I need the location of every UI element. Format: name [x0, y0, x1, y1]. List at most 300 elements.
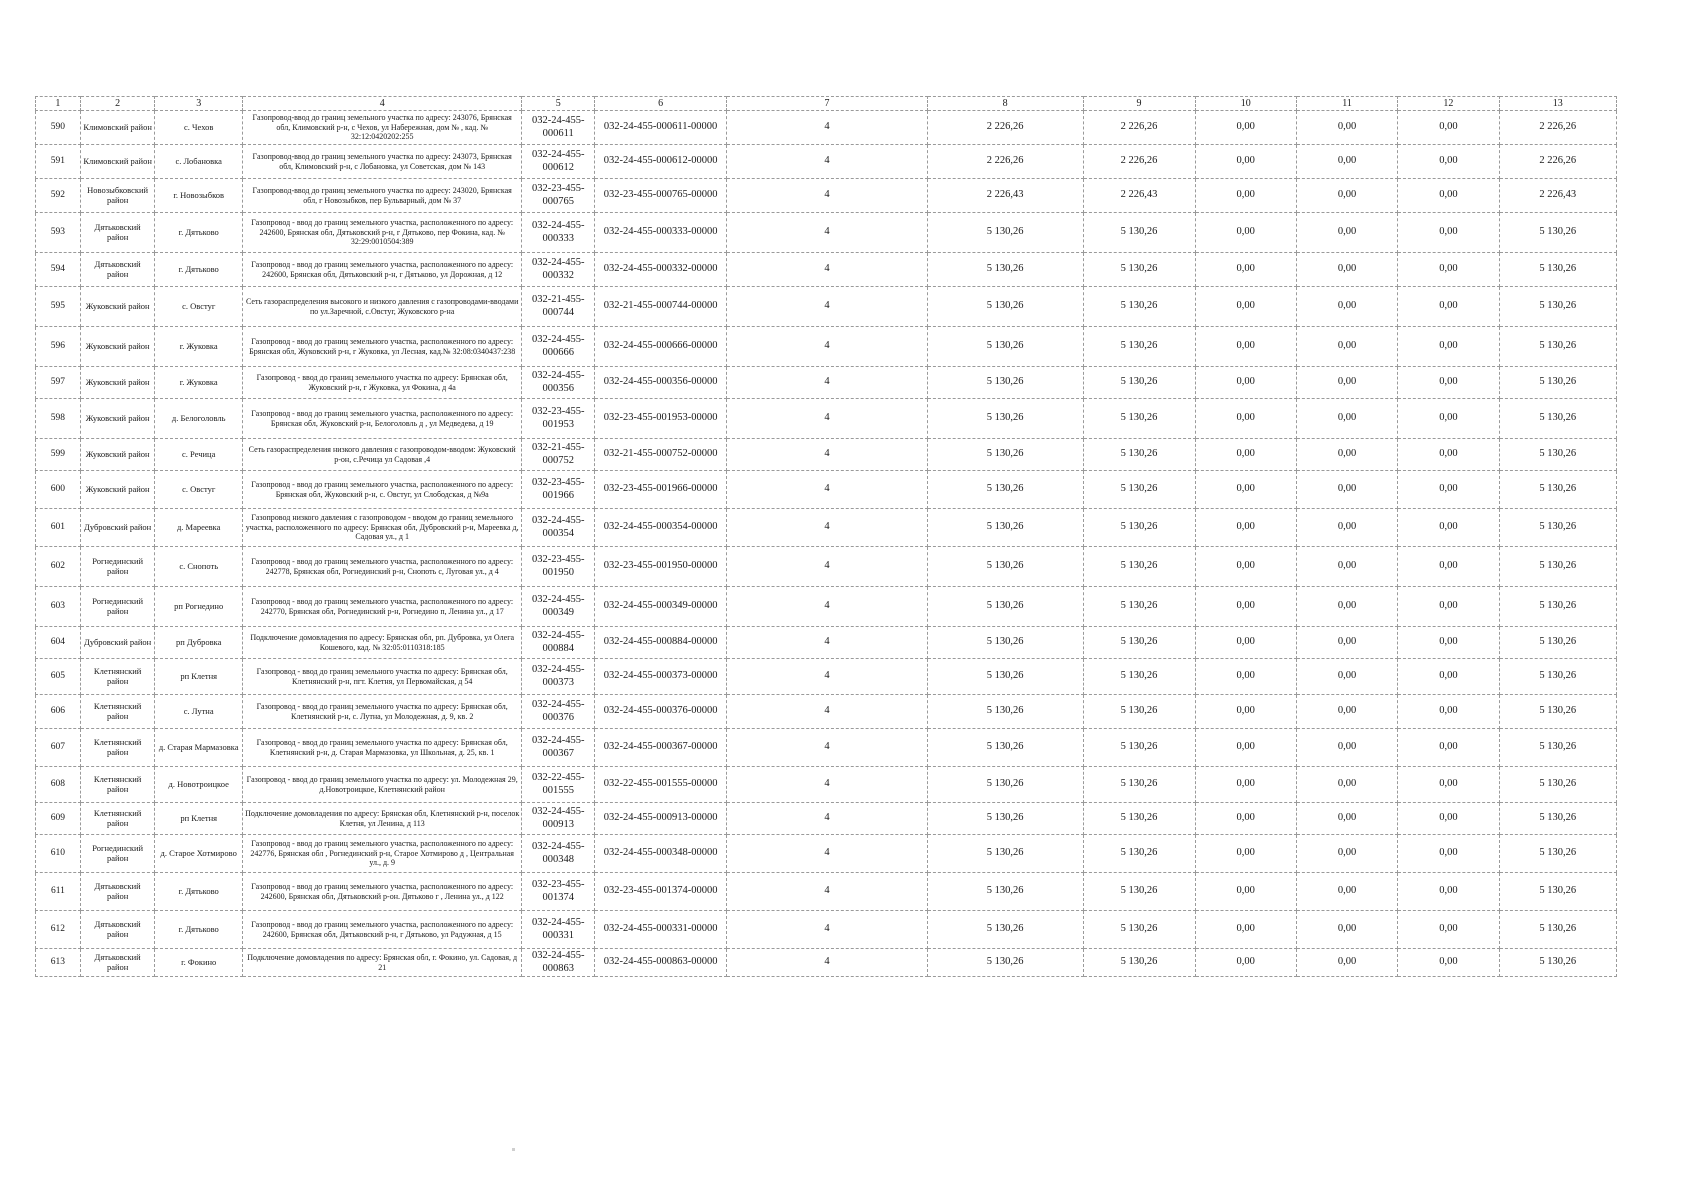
column-header-12: 12 [1398, 97, 1499, 111]
cell-object-code: 032-24-455-000367 [522, 729, 595, 767]
cell-locality: с. Чехов [155, 111, 242, 145]
cell-value-col-9: 5 130,26 [1083, 949, 1195, 977]
cell-value-col-12: 0,00 [1398, 509, 1499, 547]
cell-object-address: Газопровод - ввод до границ земельного участка, расположенного по адресу: Брянская обл, Жуковский р-н, г Жуковка, ул Лесная, кад.№ 32:08:0340437:238 [242, 327, 522, 367]
cell-value-col-12: 0,00 [1398, 471, 1499, 509]
cell-row-number: 599 [36, 439, 81, 471]
table-row [36, 587, 1617, 627]
column-header-8: 8 [927, 97, 1083, 111]
table-row [36, 509, 1617, 547]
column-header-11: 11 [1296, 97, 1397, 111]
table-row [36, 695, 1617, 729]
cell-object-code: 032-23-455-001950 [522, 547, 595, 587]
column-header-13: 13 [1499, 97, 1616, 111]
column-header-1: 1 [36, 97, 81, 111]
cell-value-col-13: 5 130,26 [1499, 327, 1616, 367]
cell-district: Дятьковский район [80, 213, 155, 253]
cell-row-number: 612 [36, 911, 81, 949]
cell-object-code: 032-24-455-000356 [522, 367, 595, 399]
cell-value-col-13: 5 130,26 [1499, 253, 1616, 287]
cell-value-total: 5 130,26 [927, 587, 1083, 627]
cell-value-col-11: 0,00 [1296, 471, 1397, 509]
cell-group: 4 [727, 695, 928, 729]
cell-district: Рогнединский район [80, 587, 155, 627]
cell-locality: г. Дятьково [155, 253, 242, 287]
cell-asset-code: 032-23-455-001953-00000 [594, 399, 726, 439]
cell-asset-code: 032-24-455-000356-00000 [594, 367, 726, 399]
cell-value-col-10: 0,00 [1195, 439, 1296, 471]
cell-value-col-10: 0,00 [1195, 179, 1296, 213]
cell-value-total: 5 130,26 [927, 659, 1083, 695]
cell-object-address: Подключение домовладения по адресу: Брянская обл, Клетнянский р-н, поселок Клетня, ул Ленина, д 113 [242, 803, 522, 835]
table-row [36, 287, 1617, 327]
cell-asset-code: 032-24-455-000332-00000 [594, 253, 726, 287]
table-header [36, 97, 1617, 111]
cell-value-col-11: 0,00 [1296, 367, 1397, 399]
cell-object-code: 032-24-455-000354 [522, 509, 595, 547]
cell-group: 4 [727, 471, 928, 509]
cell-locality: рп Клетня [155, 803, 242, 835]
cell-asset-code: 032-22-455-001555-00000 [594, 767, 726, 803]
cell-value-col-13: 5 130,26 [1499, 471, 1616, 509]
cell-value-col-13: 5 130,26 [1499, 695, 1616, 729]
cell-value-col-12: 0,00 [1398, 587, 1499, 627]
cell-value-col-11: 0,00 [1296, 145, 1397, 179]
cell-value-col-13: 5 130,26 [1499, 287, 1616, 327]
cell-locality: г. Жуковка [155, 327, 242, 367]
cell-value-col-11: 0,00 [1296, 659, 1397, 695]
cell-value-col-11: 0,00 [1296, 213, 1397, 253]
cell-value-col-12: 0,00 [1398, 627, 1499, 659]
cell-value-col-13: 5 130,26 [1499, 803, 1616, 835]
cell-locality: с. Снопоть [155, 547, 242, 587]
cell-district: Климовский район [80, 111, 155, 145]
cell-object-code: 032-21-455-000752 [522, 439, 595, 471]
cell-asset-code: 032-24-455-000348-00000 [594, 835, 726, 873]
cell-value-col-9: 5 130,26 [1083, 587, 1195, 627]
cell-value-col-13: 5 130,26 [1499, 659, 1616, 695]
cell-value-total: 5 130,26 [927, 399, 1083, 439]
cell-district: Дятьковский район [80, 911, 155, 949]
cell-asset-code: 032-23-455-000765-00000 [594, 179, 726, 213]
cell-value-col-10: 0,00 [1195, 111, 1296, 145]
cell-value-col-13: 5 130,26 [1499, 949, 1616, 977]
cell-value-col-13: 2 226,43 [1499, 179, 1616, 213]
scan-speck [512, 1148, 515, 1151]
cell-district: Дятьковский район [80, 873, 155, 911]
column-header-9: 9 [1083, 97, 1195, 111]
cell-group: 4 [727, 547, 928, 587]
cell-district: Новозыбковский район [80, 179, 155, 213]
cell-value-col-9: 2 226,43 [1083, 179, 1195, 213]
column-header-5: 5 [522, 97, 595, 111]
cell-group: 4 [727, 439, 928, 471]
cell-value-col-9: 5 130,26 [1083, 767, 1195, 803]
table-row [36, 253, 1617, 287]
cell-value-col-9: 5 130,26 [1083, 471, 1195, 509]
cell-group: 4 [727, 179, 928, 213]
cell-value-col-13: 5 130,26 [1499, 627, 1616, 659]
cell-object-address: Газопровод - ввод до границ земельного участка, расположенного по адресу: Брянская обл, Жуковский р-н, с. Овстуг, ул Слободская, д №9а [242, 471, 522, 509]
cell-value-col-11: 0,00 [1296, 803, 1397, 835]
cell-value-total: 2 226,43 [927, 179, 1083, 213]
cell-locality: рп Дубровка [155, 627, 242, 659]
cell-value-col-13: 5 130,26 [1499, 729, 1616, 767]
cell-value-col-11: 0,00 [1296, 399, 1397, 439]
cell-object-code: 032-24-455-000863 [522, 949, 595, 977]
cell-object-address: Газопровод низкого давления с газопроводом - вводом до границ земельного участка, расположенного по адресу: Брянская обл, Дубровский р-н, Мареевка д, Садовая ул., д 1 [242, 509, 522, 547]
cell-value-col-11: 0,00 [1296, 253, 1397, 287]
cell-row-number: 593 [36, 213, 81, 253]
column-header-10: 10 [1195, 97, 1296, 111]
cell-value-col-9: 5 130,26 [1083, 367, 1195, 399]
cell-asset-code: 032-24-455-000331-00000 [594, 911, 726, 949]
column-header-6: 6 [594, 97, 726, 111]
cell-locality: г. Дятьково [155, 911, 242, 949]
table-row [36, 547, 1617, 587]
cell-asset-code: 032-24-455-000863-00000 [594, 949, 726, 977]
cell-value-col-12: 0,00 [1398, 729, 1499, 767]
cell-district: Жуковский район [80, 399, 155, 439]
cell-object-code: 032-22-455-001555 [522, 767, 595, 803]
cell-locality: г. Новозыбков [155, 179, 242, 213]
cell-value-col-9: 5 130,26 [1083, 659, 1195, 695]
cell-district: Клетнянский район [80, 767, 155, 803]
table-row [36, 439, 1617, 471]
cell-locality: с. Лутна [155, 695, 242, 729]
cell-asset-code: 032-21-455-000744-00000 [594, 287, 726, 327]
cell-value-col-11: 0,00 [1296, 767, 1397, 803]
cell-asset-code: 032-23-455-001374-00000 [594, 873, 726, 911]
cell-value-col-12: 0,00 [1398, 873, 1499, 911]
cell-value-col-9: 5 130,26 [1083, 213, 1195, 253]
cell-value-total: 5 130,26 [927, 911, 1083, 949]
cell-object-address: Подключение домовладения по адресу: Брянская обл, рп. Дубровка, ул Олега Кошевого, кад. № 32:05:0110318:185 [242, 627, 522, 659]
cell-group: 4 [727, 803, 928, 835]
cell-value-col-10: 0,00 [1195, 471, 1296, 509]
cell-district: Рогнединский район [80, 835, 155, 873]
cell-group: 4 [727, 367, 928, 399]
cell-row-number: 595 [36, 287, 81, 327]
table-row [36, 659, 1617, 695]
cell-asset-code: 032-24-455-000349-00000 [594, 587, 726, 627]
cell-value-col-12: 0,00 [1398, 659, 1499, 695]
cell-object-address: Газопровод - ввод до границ земельного участка, расположенного по адресу: Брянская обл, Жуковский р-н, Белоголовль д , ул Медведева, д 19 [242, 399, 522, 439]
cell-object-address: Подключение домовладения по адресу: Брянская обл, г. Фокино, ул. Садовая, д 21 [242, 949, 522, 977]
cell-object-code: 032-24-455-000331 [522, 911, 595, 949]
cell-district: Дятьковский район [80, 949, 155, 977]
cell-object-address: Газопровод - ввод до границ земельного участка по адресу: Брянская обл, Жуковский р-н, г Жуковка, ул Фокина, д 4а [242, 367, 522, 399]
cell-value-total: 2 226,26 [927, 111, 1083, 145]
cell-value-col-12: 0,00 [1398, 835, 1499, 873]
cell-value-col-9: 5 130,26 [1083, 835, 1195, 873]
cell-object-code: 032-23-455-001953 [522, 399, 595, 439]
cell-row-number: 605 [36, 659, 81, 695]
cell-value-col-10: 0,00 [1195, 587, 1296, 627]
cell-value-total: 5 130,26 [927, 949, 1083, 977]
cell-value-col-12: 0,00 [1398, 911, 1499, 949]
cell-asset-code: 032-23-455-001950-00000 [594, 547, 726, 587]
cell-object-address: Газопровод-ввод до границ земельного участка по адресу: 243076, Брянская обл, Климовский р-н, с Чехов, ул Набережная, дом № , кад. № 32:12:0420202:255 [242, 111, 522, 145]
cell-asset-code: 032-21-455-000752-00000 [594, 439, 726, 471]
table-row [36, 179, 1617, 213]
cell-locality: с. Лобановка [155, 145, 242, 179]
cell-group: 4 [727, 627, 928, 659]
cell-row-number: 594 [36, 253, 81, 287]
cell-row-number: 590 [36, 111, 81, 145]
cell-object-address: Газопровод - ввод до границ земельного участка, расположенного по адресу: 242778, Брянская обл, Рогнединский р-н, Снопоть с, Луговая ул., д 4 [242, 547, 522, 587]
cell-value-col-9: 5 130,26 [1083, 509, 1195, 547]
cell-object-address: Газопровод - ввод до границ земельного участка, расположенного по адресу: 242600, Брянская обл, Дятьковский р-он. Дятьково г , Ленина ул., д 122 [242, 873, 522, 911]
table-row [36, 145, 1617, 179]
cell-locality: д. Новотроицкое [155, 767, 242, 803]
cell-row-number: 597 [36, 367, 81, 399]
cell-row-number: 610 [36, 835, 81, 873]
cell-district: Дубровский район [80, 509, 155, 547]
cell-value-col-10: 0,00 [1195, 399, 1296, 439]
cell-value-col-11: 0,00 [1296, 179, 1397, 213]
cell-value-col-12: 0,00 [1398, 803, 1499, 835]
cell-value-col-11: 0,00 [1296, 509, 1397, 547]
cell-value-col-12: 0,00 [1398, 367, 1499, 399]
cell-value-col-9: 2 226,26 [1083, 145, 1195, 179]
table-row [36, 911, 1617, 949]
cell-object-code: 032-24-455-000376 [522, 695, 595, 729]
cell-object-code: 032-21-455-000744 [522, 287, 595, 327]
cell-asset-code: 032-24-455-000373-00000 [594, 659, 726, 695]
cell-value-col-10: 0,00 [1195, 873, 1296, 911]
table-row [36, 213, 1617, 253]
cell-value-col-9: 5 130,26 [1083, 911, 1195, 949]
cell-object-code: 032-24-455-000373 [522, 659, 595, 695]
cell-group: 4 [727, 835, 928, 873]
cell-group: 4 [727, 949, 928, 977]
cell-value-col-10: 0,00 [1195, 729, 1296, 767]
cell-value-total: 5 130,26 [927, 803, 1083, 835]
cell-locality: г. Жуковка [155, 367, 242, 399]
cell-value-total: 5 130,26 [927, 767, 1083, 803]
cell-value-col-13: 5 130,26 [1499, 367, 1616, 399]
cell-value-col-13: 5 130,26 [1499, 873, 1616, 911]
cell-locality: г. Дятьково [155, 873, 242, 911]
cell-object-code: 032-24-455-000612 [522, 145, 595, 179]
cell-locality: рп Клетня [155, 659, 242, 695]
cell-value-col-9: 5 130,26 [1083, 695, 1195, 729]
cell-value-col-10: 0,00 [1195, 547, 1296, 587]
cell-group: 4 [727, 587, 928, 627]
cell-locality: г. Дятьково [155, 213, 242, 253]
cell-asset-code: 032-24-455-000612-00000 [594, 145, 726, 179]
cell-value-total: 5 130,26 [927, 253, 1083, 287]
cell-asset-code: 032-24-455-000333-00000 [594, 213, 726, 253]
cell-value-col-13: 5 130,26 [1499, 767, 1616, 803]
cell-locality: д. Старое Хотмирово [155, 835, 242, 873]
cell-value-col-10: 0,00 [1195, 253, 1296, 287]
column-header-3: 3 [155, 97, 242, 111]
column-header-2: 2 [80, 97, 155, 111]
registry-table [35, 96, 1617, 977]
cell-object-address: Газопровод - ввод до границ земельного участка по адресу: ул. Молодежная 29, д.Новотроицкое, Клетнянский район [242, 767, 522, 803]
cell-row-number: 592 [36, 179, 81, 213]
cell-object-code: 032-24-455-000332 [522, 253, 595, 287]
cell-object-code: 032-24-455-000333 [522, 213, 595, 253]
header-row [36, 97, 1617, 111]
cell-group: 4 [727, 399, 928, 439]
cell-value-col-12: 0,00 [1398, 949, 1499, 977]
cell-group: 4 [727, 145, 928, 179]
cell-value-col-12: 0,00 [1398, 179, 1499, 213]
cell-value-col-13: 5 130,26 [1499, 911, 1616, 949]
cell-value-col-12: 0,00 [1398, 767, 1499, 803]
cell-value-total: 5 130,26 [927, 439, 1083, 471]
cell-value-col-12: 0,00 [1398, 547, 1499, 587]
cell-value-col-13: 2 226,26 [1499, 111, 1616, 145]
cell-value-total: 5 130,26 [927, 327, 1083, 367]
cell-object-address: Сеть газораспределения высокого и низкого давления с газопроводами-вводами по ул.Заречной, с.Овстуг, Жуковского р-на [242, 287, 522, 327]
column-header-7: 7 [727, 97, 928, 111]
cell-row-number: 613 [36, 949, 81, 977]
cell-group: 4 [727, 509, 928, 547]
cell-value-col-13: 5 130,26 [1499, 399, 1616, 439]
table-row [36, 399, 1617, 439]
cell-asset-code: 032-23-455-001966-00000 [594, 471, 726, 509]
cell-value-total: 5 130,26 [927, 471, 1083, 509]
cell-group: 4 [727, 767, 928, 803]
cell-row-number: 609 [36, 803, 81, 835]
cell-object-address: Газопровод-ввод до границ земельного участка по адресу: 243020, Брянская обл, г Новозыбков, пер Бульварный, дом № 37 [242, 179, 522, 213]
cell-value-col-12: 0,00 [1398, 399, 1499, 439]
cell-group: 4 [727, 729, 928, 767]
cell-value-col-11: 0,00 [1296, 729, 1397, 767]
cell-value-col-11: 0,00 [1296, 695, 1397, 729]
cell-value-col-13: 5 130,26 [1499, 439, 1616, 471]
table-row [36, 111, 1617, 145]
cell-value-col-11: 0,00 [1296, 873, 1397, 911]
cell-district: Дятьковский район [80, 253, 155, 287]
cell-asset-code: 032-24-455-000913-00000 [594, 803, 726, 835]
column-header-4: 4 [242, 97, 522, 111]
cell-object-address: Газопровод-ввод до границ земельного участка по адресу: 243073, Брянская обл, Климовский р-н, с Лобановка, ул Советская, дом № 143 [242, 145, 522, 179]
cell-row-number: 601 [36, 509, 81, 547]
cell-group: 4 [727, 911, 928, 949]
cell-value-col-9: 5 130,26 [1083, 439, 1195, 471]
cell-value-col-13: 5 130,26 [1499, 547, 1616, 587]
cell-district: Клетнянский район [80, 803, 155, 835]
cell-district: Климовский район [80, 145, 155, 179]
cell-value-col-10: 0,00 [1195, 659, 1296, 695]
cell-value-col-11: 0,00 [1296, 287, 1397, 327]
cell-value-col-10: 0,00 [1195, 835, 1296, 873]
cell-object-address: Газопровод - ввод до границ земельного участка, расположенного по адресу: 242600, Брянская обл, Дятьковский р-н, г Дятьково, пер Фокина, кад. № 32:29:0010504:389 [242, 213, 522, 253]
cell-row-number: 591 [36, 145, 81, 179]
cell-value-col-10: 0,00 [1195, 367, 1296, 399]
cell-value-total: 5 130,26 [927, 213, 1083, 253]
cell-value-col-12: 0,00 [1398, 213, 1499, 253]
cell-row-number: 603 [36, 587, 81, 627]
table-row [36, 949, 1617, 977]
cell-row-number: 604 [36, 627, 81, 659]
cell-value-col-9: 5 130,26 [1083, 287, 1195, 327]
cell-value-col-11: 0,00 [1296, 911, 1397, 949]
cell-value-col-13: 2 226,26 [1499, 145, 1616, 179]
cell-asset-code: 032-24-455-000376-00000 [594, 695, 726, 729]
cell-value-total: 5 130,26 [927, 547, 1083, 587]
cell-value-total: 5 130,26 [927, 509, 1083, 547]
cell-value-col-11: 0,00 [1296, 949, 1397, 977]
cell-value-total: 5 130,26 [927, 695, 1083, 729]
cell-value-col-11: 0,00 [1296, 587, 1397, 627]
cell-value-col-12: 0,00 [1398, 111, 1499, 145]
table-row [36, 327, 1617, 367]
cell-value-total: 5 130,26 [927, 729, 1083, 767]
table-body [36, 111, 1617, 977]
cell-value-col-9: 5 130,26 [1083, 627, 1195, 659]
cell-value-col-12: 0,00 [1398, 287, 1499, 327]
cell-district: Рогнединский район [80, 547, 155, 587]
cell-value-col-13: 5 130,26 [1499, 509, 1616, 547]
cell-value-total: 5 130,26 [927, 287, 1083, 327]
cell-value-col-9: 5 130,26 [1083, 873, 1195, 911]
cell-object-address: Газопровод - ввод до границ земельного участка, расположенного по адресу: 242600, Брянская обл, Дятьковский р-н, г Дятьково, ул Радужная, д 15 [242, 911, 522, 949]
cell-object-code: 032-23-455-001374 [522, 873, 595, 911]
cell-object-address: Газопровод - ввод до границ земельного участка, расположенного по адресу: 242600, Брянская обл, Дятьковский р-н, г Дятьково, ул Дорожная, д 12 [242, 253, 522, 287]
cell-asset-code: 032-24-455-000666-00000 [594, 327, 726, 367]
table-row [36, 471, 1617, 509]
cell-district: Жуковский район [80, 287, 155, 327]
cell-district: Клетнянский район [80, 659, 155, 695]
table-row [36, 729, 1617, 767]
cell-row-number: 611 [36, 873, 81, 911]
cell-value-col-9: 5 130,26 [1083, 547, 1195, 587]
cell-value-col-11: 0,00 [1296, 111, 1397, 145]
cell-locality: д. Мареевка [155, 509, 242, 547]
cell-value-col-10: 0,00 [1195, 803, 1296, 835]
cell-value-col-13: 5 130,26 [1499, 835, 1616, 873]
table-row [36, 627, 1617, 659]
cell-group: 4 [727, 327, 928, 367]
cell-district: Жуковский район [80, 327, 155, 367]
cell-value-col-9: 5 130,26 [1083, 399, 1195, 439]
cell-asset-code: 032-24-455-000354-00000 [594, 509, 726, 547]
cell-object-code: 032-24-455-000611 [522, 111, 595, 145]
cell-object-code: 032-24-455-000349 [522, 587, 595, 627]
cell-value-col-13: 5 130,26 [1499, 213, 1616, 253]
cell-asset-code: 032-24-455-000611-00000 [594, 111, 726, 145]
cell-row-number: 596 [36, 327, 81, 367]
cell-value-total: 5 130,26 [927, 835, 1083, 873]
cell-object-code: 032-23-455-001966 [522, 471, 595, 509]
cell-row-number: 600 [36, 471, 81, 509]
cell-object-address: Газопровод - ввод до границ земельного участка по адресу: Брянская обл, Клетнянский р-н, д. Старая Мармазовка, ул Школьная, д. 25, кв. 1 [242, 729, 522, 767]
cell-district: Клетнянский район [80, 729, 155, 767]
cell-value-col-9: 5 130,26 [1083, 803, 1195, 835]
cell-locality: д. Белоголовль [155, 399, 242, 439]
cell-row-number: 607 [36, 729, 81, 767]
cell-value-col-10: 0,00 [1195, 287, 1296, 327]
cell-value-col-9: 5 130,26 [1083, 729, 1195, 767]
cell-value-col-10: 0,00 [1195, 767, 1296, 803]
cell-group: 4 [727, 659, 928, 695]
cell-object-address: Газопровод - ввод до границ земельного участка по адресу: Брянская обл, Клетнянский р-н, с. Лутна, ул Молодежная, д. 9, кв. 2 [242, 695, 522, 729]
cell-value-col-10: 0,00 [1195, 509, 1296, 547]
cell-value-col-12: 0,00 [1398, 145, 1499, 179]
cell-value-col-12: 0,00 [1398, 695, 1499, 729]
cell-object-address: Сеть газораспределения низкого давления с газопроводом-вводом: Жуковский р-он, с.Речица ул Садовая ,4 [242, 439, 522, 471]
cell-district: Клетнянский район [80, 695, 155, 729]
cell-value-col-12: 0,00 [1398, 327, 1499, 367]
cell-value-col-10: 0,00 [1195, 145, 1296, 179]
table-row [36, 835, 1617, 873]
